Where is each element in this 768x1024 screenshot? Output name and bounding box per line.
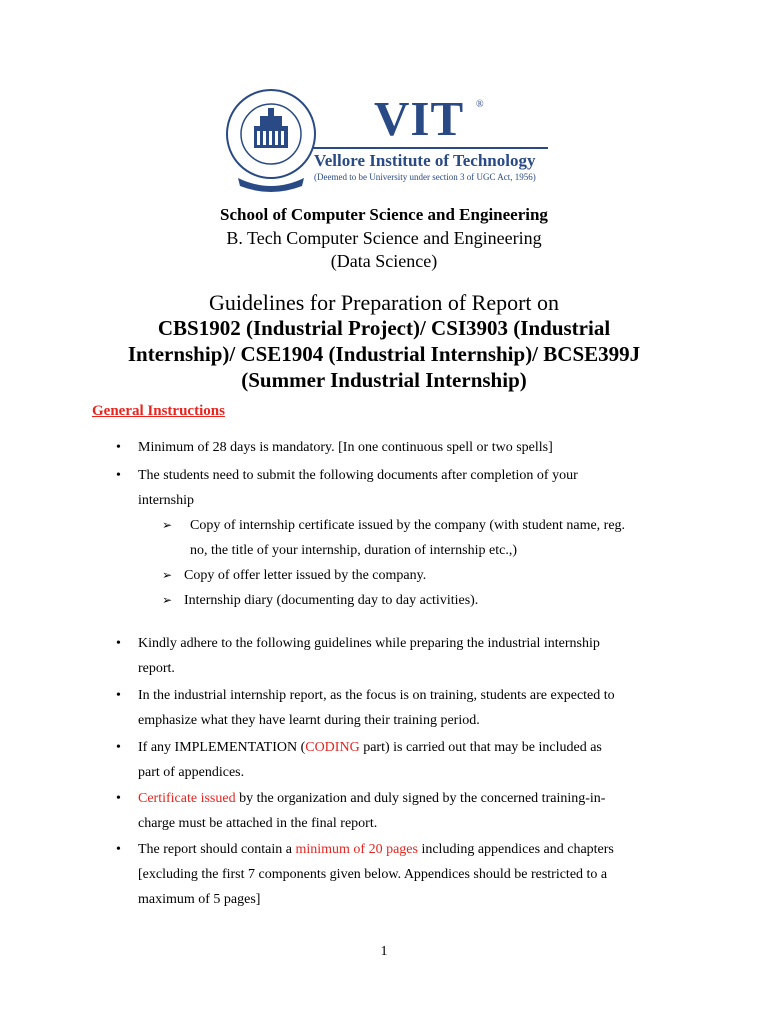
course-title-line: CBS1902 (Industrial Project)/ CSI3903 (Industrial bbox=[157, 316, 611, 340]
school-name: School of Computer Science and Engineering bbox=[220, 205, 548, 224]
list-item: The report should contain a minimum of 20 pages including appendices and chapters [excluding the first 7 components given below. Appendices should be restricted to a maximum of 5 pages] bbox=[138, 842, 614, 907]
bullet-icon: • bbox=[116, 740, 121, 755]
arrow-bullet-icon: ➢ bbox=[162, 518, 173, 532]
list-item: The students need to submit the following documents after completion of your internship bbox=[138, 468, 578, 508]
highlight-certificate: Certificate issued bbox=[138, 791, 236, 806]
specialization: (Data Science) bbox=[330, 251, 438, 271]
registered-mark: ® bbox=[476, 99, 484, 110]
vit-logo bbox=[224, 86, 548, 200]
bullet-icon: • bbox=[116, 688, 121, 703]
course-title-line: (Summer Industrial Internship) bbox=[241, 368, 527, 392]
guidelines-title: Guidelines for Preparation of Report on bbox=[208, 290, 560, 315]
list-item: In the industrial internship report, as the focus is on training, students are expected to emphasize what they have learnt during their training period. bbox=[138, 688, 615, 728]
sub-list-item: Copy of internship certificate issued by the company (with student name, reg. no, the title of your internship, duration of internship etc.,) bbox=[190, 518, 626, 558]
highlight-coding: CODING bbox=[305, 740, 360, 755]
list-item: Certificate issued by the organization and duly signed by the concerned training-in- charge must be attached in the final report. bbox=[138, 791, 606, 831]
highlight-min-pages: minimum of 20 pages bbox=[295, 842, 418, 857]
bullet-icon: • bbox=[116, 842, 121, 857]
arrow-bullet-icon: ➢ bbox=[162, 568, 173, 582]
institute-note: (Deemed to be University under section 3 of UGC Act, 1956) bbox=[314, 172, 536, 182]
section-heading: General Instructions bbox=[92, 403, 225, 419]
logo-divider bbox=[312, 147, 548, 149]
course-list-title bbox=[0, 315, 768, 393]
bullet-icon: • bbox=[116, 636, 121, 651]
program-name: B. Tech Computer Science and Engineering bbox=[226, 228, 542, 248]
sub-list-item: Internship diary (documenting day to day activities). bbox=[184, 593, 479, 608]
page-number: 1 bbox=[380, 944, 388, 959]
arrow-bullet-icon: ➢ bbox=[162, 593, 173, 607]
list-item: Minimum of 28 days is mandatory. [In one continuous spell or two spells] bbox=[138, 440, 553, 455]
bullet-icon: • bbox=[116, 440, 121, 455]
sub-list-item: Copy of offer letter issued by the company. bbox=[184, 568, 427, 583]
bullet-icon: • bbox=[116, 791, 121, 806]
bullet-icon: • bbox=[116, 468, 121, 483]
university-seal-icon bbox=[224, 86, 318, 194]
institute-name: Vellore Institute of Technology bbox=[314, 151, 536, 170]
course-title-line: Internship)/ CSE1904 (Industrial Internship)/ BCSE399J bbox=[127, 342, 641, 366]
list-item: Kindly adhere to the following guidelines while preparing the industrial internship report. bbox=[138, 636, 600, 676]
list-item: If any IMPLEMENTATION (CODING part) is carried out that may be included as part of appendices. bbox=[138, 740, 602, 780]
logo-wordmark: VIT bbox=[374, 91, 465, 146]
